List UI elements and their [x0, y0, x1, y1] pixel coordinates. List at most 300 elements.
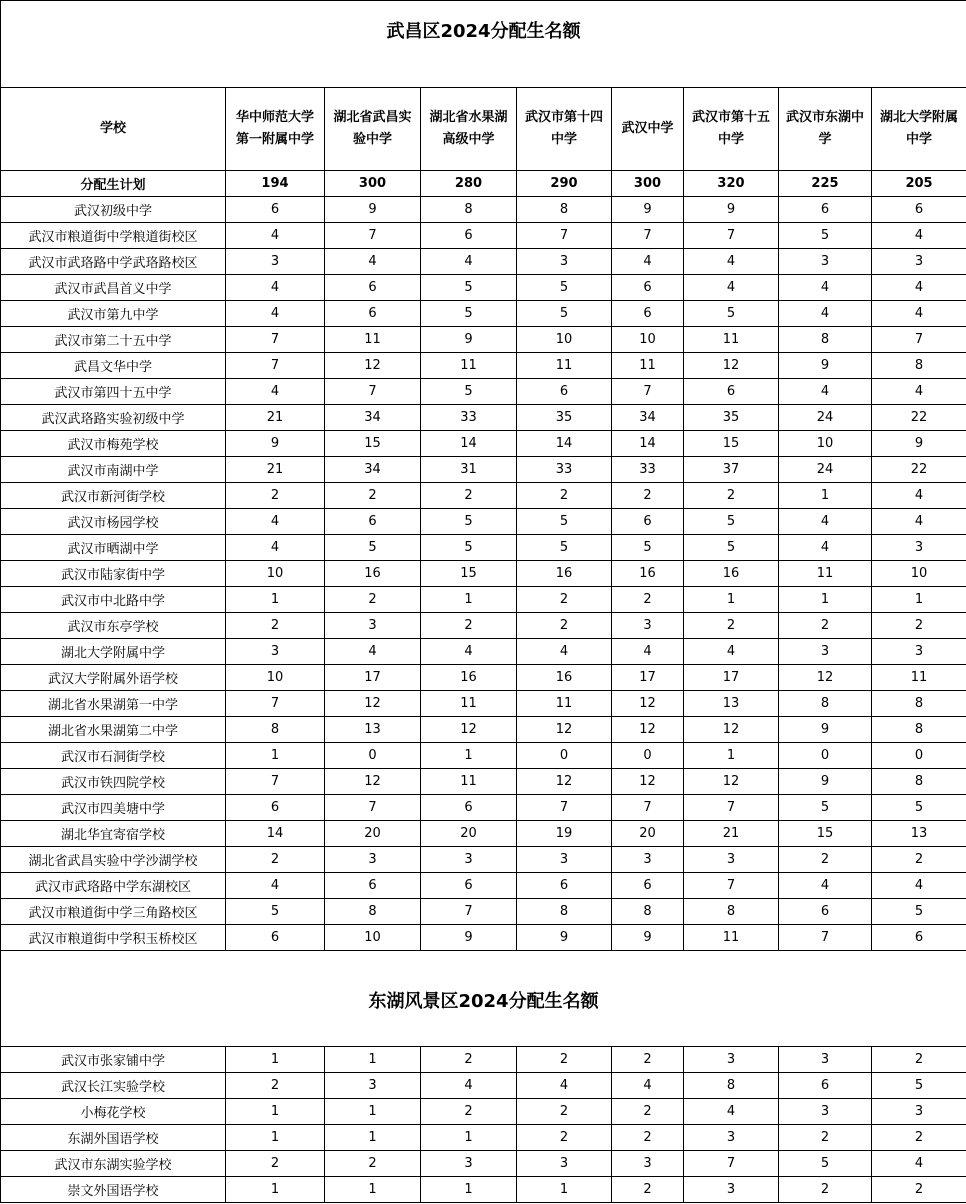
quota-value: 16 [684, 561, 779, 587]
school-name: 武汉市第九中学 [1, 301, 226, 327]
quota-value: 4 [421, 249, 517, 275]
quota-value: 8 [226, 717, 325, 743]
quota-value: 20 [612, 821, 684, 847]
quota-value: 6 [684, 379, 779, 405]
quota-value: 5 [684, 301, 779, 327]
quota-value: 7 [325, 379, 421, 405]
quota-value: 6 [612, 275, 684, 301]
quota-value: 15 [779, 821, 872, 847]
quota-value: 15 [325, 431, 421, 457]
quota-value: 9 [779, 769, 872, 795]
quota-value: 21 [226, 405, 325, 431]
quota-value: 6 [779, 197, 872, 223]
quota-value: 9 [421, 327, 517, 353]
quota-value: 4 [872, 275, 966, 301]
table-row [1, 639, 966, 665]
quota-value: 7 [421, 899, 517, 925]
quota-value: 2 [226, 847, 325, 873]
column-header: 湖北省武昌实验中学 [325, 88, 421, 171]
quota-value: 1 [779, 587, 872, 613]
quota-value: 5 [779, 1151, 872, 1177]
section-title-cell [1, 1, 966, 88]
quota-value: 11 [421, 769, 517, 795]
quota-value: 2 [517, 1047, 612, 1073]
quota-value: 2 [612, 1177, 684, 1203]
school-name: 武汉市杨园学校 [1, 509, 226, 535]
quota-value: 12 [684, 769, 779, 795]
quota-value: 1 [517, 1177, 612, 1203]
quota-value: 7 [612, 223, 684, 249]
quota-value: 2 [517, 587, 612, 613]
quota-value: 9 [612, 197, 684, 223]
school-name: 武汉市武珞路中学东湖校区 [1, 873, 226, 899]
quota-value: 3 [612, 613, 684, 639]
column-header: 武汉中学 [612, 88, 684, 171]
quota-value: 12 [517, 717, 612, 743]
column-header: 湖北省水果湖高级中学 [421, 88, 517, 171]
quota-value: 1 [226, 1047, 325, 1073]
table-row [1, 483, 966, 509]
quota-value: 11 [421, 353, 517, 379]
quota-value: 34 [325, 405, 421, 431]
quota-value: 4 [684, 1099, 779, 1125]
quota-value: 2 [325, 587, 421, 613]
quota-value: 1 [325, 1047, 421, 1073]
quota-value: 1 [421, 587, 517, 613]
quota-value: 10 [226, 665, 325, 691]
quota-value: 11 [421, 691, 517, 717]
quota-value: 1 [226, 587, 325, 613]
quota-value: 11 [325, 327, 421, 353]
quota-value: 9 [421, 925, 517, 951]
quota-value: 8 [517, 899, 612, 925]
quota-value: 14 [421, 431, 517, 457]
quota-value: 2 [226, 483, 325, 509]
quota-value: 4 [612, 1073, 684, 1099]
quota-value: 2 [325, 483, 421, 509]
quota-value: 2 [872, 1177, 966, 1203]
quota-value: 5 [226, 899, 325, 925]
quota-value: 5 [872, 1073, 966, 1099]
quota-value: 2 [779, 613, 872, 639]
quota-value: 2 [325, 1151, 421, 1177]
quota-value: 2 [779, 1177, 872, 1203]
school-name: 武汉市新河街学校 [1, 483, 226, 509]
school-name: 武汉市第二十五中学 [1, 327, 226, 353]
quota-value: 6 [226, 197, 325, 223]
school-name: 湖北省武昌实验中学沙湖学校 [1, 847, 226, 873]
quota-value: 11 [684, 327, 779, 353]
quota-value: 0 [612, 743, 684, 769]
plan-row [1, 171, 966, 197]
quota-value: 4 [684, 639, 779, 665]
school-name: 武汉市东亭学校 [1, 613, 226, 639]
quota-value: 4 [872, 483, 966, 509]
quota-value: 7 [325, 223, 421, 249]
school-name: 武汉市中北路中学 [1, 587, 226, 613]
quota-value: 7 [517, 223, 612, 249]
quota-value: 5 [517, 535, 612, 561]
quota-value: 7 [684, 223, 779, 249]
quota-value: 2 [684, 483, 779, 509]
quota-value: 9 [226, 431, 325, 457]
quota-value: 7 [325, 795, 421, 821]
quota-value: 12 [612, 769, 684, 795]
quota-value: 16 [325, 561, 421, 587]
quota-value: 3 [421, 847, 517, 873]
quota-value: 4 [872, 1151, 966, 1177]
quota-value: 8 [779, 691, 872, 717]
quota-value: 7 [684, 795, 779, 821]
table-row [1, 509, 966, 535]
quota-value: 9 [779, 717, 872, 743]
school-name: 武汉市武昌首义中学 [1, 275, 226, 301]
table-row [1, 1125, 966, 1151]
quota-value: 4 [226, 379, 325, 405]
school-name: 武汉市东湖实验学校 [1, 1151, 226, 1177]
quota-value: 3 [517, 847, 612, 873]
school-name: 武汉市晒湖中学 [1, 535, 226, 561]
quota-value: 4 [421, 639, 517, 665]
school-column-header: 学校 [1, 88, 226, 171]
quota-value: 2 [421, 613, 517, 639]
table-row [1, 1099, 966, 1125]
quota-value: 34 [612, 405, 684, 431]
table-row [1, 1047, 966, 1073]
table-row [1, 847, 966, 873]
table-row [1, 353, 966, 379]
quota-value: 8 [517, 197, 612, 223]
quota-value: 7 [779, 925, 872, 951]
quota-value: 7 [684, 1151, 779, 1177]
table-row [1, 1151, 966, 1177]
table-row [1, 717, 966, 743]
quota-value: 14 [226, 821, 325, 847]
quota-value: 11 [517, 691, 612, 717]
section-title-row [1, 951, 966, 1047]
quota-value: 13 [872, 821, 966, 847]
quota-value: 5 [517, 301, 612, 327]
quota-value: 3 [684, 847, 779, 873]
school-name: 武汉长江实验学校 [1, 1073, 226, 1099]
quota-value: 33 [612, 457, 684, 483]
quota-value: 12 [684, 717, 779, 743]
table-row [1, 743, 966, 769]
quota-value: 3 [612, 1151, 684, 1177]
quota-value: 8 [325, 899, 421, 925]
quota-value: 1 [421, 1177, 517, 1203]
quota-value: 16 [612, 561, 684, 587]
quota-value: 2 [421, 1047, 517, 1073]
quota-value: 5 [872, 795, 966, 821]
quota-value: 5 [684, 509, 779, 535]
quota-value: 3 [872, 639, 966, 665]
quota-value: 5 [779, 795, 872, 821]
quota-value: 1 [325, 1177, 421, 1203]
quota-value: 10 [226, 561, 325, 587]
quota-value: 11 [872, 665, 966, 691]
column-header-row [1, 88, 966, 171]
quota-value: 8 [684, 1073, 779, 1099]
quota-value: 6 [325, 301, 421, 327]
quota-value: 8 [872, 769, 966, 795]
quota-value: 14 [517, 431, 612, 457]
quota-value: 5 [517, 275, 612, 301]
table-row [1, 535, 966, 561]
quota-value: 7 [517, 795, 612, 821]
quota-value: 7 [872, 327, 966, 353]
quota-value: 3 [684, 1177, 779, 1203]
table-row [1, 873, 966, 899]
quota-value: 7 [226, 769, 325, 795]
quota-value: 1 [684, 587, 779, 613]
school-name: 武汉市粮道街中学三角路校区 [1, 899, 226, 925]
quota-value: 3 [325, 847, 421, 873]
quota-value: 3 [226, 249, 325, 275]
quota-value: 3 [421, 1151, 517, 1177]
quota-value: 8 [872, 717, 966, 743]
quota-value: 8 [612, 899, 684, 925]
quota-value: 17 [684, 665, 779, 691]
table-row [1, 223, 966, 249]
donghu-title: 东湖风景区2024分配生名额 [368, 990, 599, 1012]
quota-value: 3 [779, 1047, 872, 1073]
table-row [1, 405, 966, 431]
quota-value: 1 [226, 1177, 325, 1203]
school-name: 武汉大学附属外语学校 [1, 665, 226, 691]
quota-value: 4 [325, 639, 421, 665]
quota-value: 4 [872, 509, 966, 535]
school-name: 东湖外国语学校 [1, 1125, 226, 1151]
quota-value: 6 [325, 275, 421, 301]
quota-value: 4 [779, 301, 872, 327]
quota-value: 14 [612, 431, 684, 457]
table-row [1, 925, 966, 951]
quota-value: 2 [872, 847, 966, 873]
quota-value: 10 [872, 561, 966, 587]
quota-value: 1 [226, 1099, 325, 1125]
quota-value: 20 [421, 821, 517, 847]
quota-value: 2 [684, 613, 779, 639]
quota-value: 1 [684, 743, 779, 769]
quota-value: 1 [421, 743, 517, 769]
quota-value: 12 [421, 717, 517, 743]
quota-value: 12 [325, 769, 421, 795]
quota-value: 19 [517, 821, 612, 847]
quota-value: 5 [421, 509, 517, 535]
quota-value: 3 [226, 639, 325, 665]
school-name: 武汉市四美塘中学 [1, 795, 226, 821]
quota-value: 12 [325, 691, 421, 717]
table-row [1, 457, 966, 483]
quota-value: 2 [779, 847, 872, 873]
quota-value: 22 [872, 457, 966, 483]
quota-value: 4 [517, 1073, 612, 1099]
quota-value: 4 [325, 249, 421, 275]
quota-value: 10 [612, 327, 684, 353]
quota-value: 2 [226, 613, 325, 639]
quota-value: 4 [779, 379, 872, 405]
table-row [1, 899, 966, 925]
quota-value: 2 [779, 1125, 872, 1151]
quota-value: 1 [779, 483, 872, 509]
quota-value: 10 [779, 431, 872, 457]
quota-value: 5 [872, 899, 966, 925]
quota-value: 4 [684, 249, 779, 275]
school-name: 武汉市陆家街中学 [1, 561, 226, 587]
quota-value: 6 [421, 795, 517, 821]
quota-value: 12 [612, 691, 684, 717]
quota-value: 1 [421, 1125, 517, 1151]
school-name: 湖北华宜寄宿学校 [1, 821, 226, 847]
school-name: 武汉武珞路实验初级中学 [1, 405, 226, 431]
quota-value: 3 [612, 847, 684, 873]
quota-value: 4 [872, 223, 966, 249]
quota-value: 10 [517, 327, 612, 353]
quota-value: 3 [779, 249, 872, 275]
quota-value: 2 [226, 1073, 325, 1099]
school-name: 武汉市粮道街中学粮道街校区 [1, 223, 226, 249]
quota-value: 3 [779, 1099, 872, 1125]
quota-value: 11 [612, 353, 684, 379]
quota-value: 2 [612, 587, 684, 613]
quota-value: 15 [684, 431, 779, 457]
school-name: 湖北省水果湖第二中学 [1, 717, 226, 743]
quota-value: 5 [421, 379, 517, 405]
quota-value: 4 [779, 535, 872, 561]
quota-value: 1 [325, 1125, 421, 1151]
quota-value: 6 [421, 873, 517, 899]
quota-value: 13 [325, 717, 421, 743]
quota-value: 2 [612, 1099, 684, 1125]
quota-value: 3 [872, 535, 966, 561]
table-row [1, 795, 966, 821]
quota-value: 33 [517, 457, 612, 483]
table-row [1, 665, 966, 691]
plan-value: 280 [421, 171, 517, 197]
quota-value: 15 [421, 561, 517, 587]
table-row [1, 249, 966, 275]
quota-value: 4 [226, 275, 325, 301]
table-row [1, 327, 966, 353]
school-name: 武昌文华中学 [1, 353, 226, 379]
quota-value: 24 [779, 405, 872, 431]
quota-value: 3 [325, 1073, 421, 1099]
plan-value: 205 [872, 171, 966, 197]
table-row [1, 301, 966, 327]
quota-value: 11 [779, 561, 872, 587]
quota-value: 2 [517, 1125, 612, 1151]
quota-value: 5 [421, 275, 517, 301]
quota-value: 2 [226, 1151, 325, 1177]
quota-value: 7 [684, 873, 779, 899]
quota-value: 9 [872, 431, 966, 457]
school-name: 小梅花学校 [1, 1099, 226, 1125]
quota-value: 11 [517, 353, 612, 379]
quota-value: 17 [612, 665, 684, 691]
quota-value: 10 [325, 925, 421, 951]
quota-value: 8 [872, 691, 966, 717]
school-name: 武汉市张家铺中学 [1, 1047, 226, 1073]
quota-value: 24 [779, 457, 872, 483]
quota-value: 6 [612, 873, 684, 899]
quota-value: 8 [779, 327, 872, 353]
quota-value: 35 [517, 405, 612, 431]
quota-value: 35 [684, 405, 779, 431]
quota-value: 4 [226, 509, 325, 535]
table-row [1, 587, 966, 613]
quota-value: 9 [684, 197, 779, 223]
quota-value: 6 [517, 873, 612, 899]
quota-value: 31 [421, 457, 517, 483]
quota-value: 22 [872, 405, 966, 431]
quota-value: 3 [779, 639, 872, 665]
quota-value: 16 [421, 665, 517, 691]
school-name: 武汉市粮道街中学积玉桥校区 [1, 925, 226, 951]
school-name: 武汉初级中学 [1, 197, 226, 223]
plan-value: 300 [612, 171, 684, 197]
quota-value: 5 [612, 535, 684, 561]
quota-value: 4 [779, 873, 872, 899]
school-name: 武汉市南湖中学 [1, 457, 226, 483]
quota-value: 3 [684, 1125, 779, 1151]
column-header: 湖北大学附属中学 [872, 88, 966, 171]
quota-value: 6 [517, 379, 612, 405]
quota-value: 2 [517, 483, 612, 509]
quota-value: 1 [226, 743, 325, 769]
quota-value: 37 [684, 457, 779, 483]
quota-value: 17 [325, 665, 421, 691]
quota-value: 9 [779, 353, 872, 379]
quota-value: 4 [872, 873, 966, 899]
section-title-cell [1, 951, 966, 1047]
quota-value: 34 [325, 457, 421, 483]
quota-value: 16 [517, 665, 612, 691]
quota-value: 1 [226, 1125, 325, 1151]
quota-value: 3 [872, 249, 966, 275]
quota-value: 8 [872, 353, 966, 379]
quota-value: 4 [872, 301, 966, 327]
quota-value: 12 [325, 353, 421, 379]
quota-value: 3 [872, 1099, 966, 1125]
quota-value: 12 [684, 353, 779, 379]
quota-value: 4 [517, 639, 612, 665]
quota-value: 3 [517, 249, 612, 275]
quota-value: 20 [325, 821, 421, 847]
quota-value: 5 [684, 535, 779, 561]
quota-value: 7 [612, 379, 684, 405]
plan-value: 290 [517, 171, 612, 197]
school-name: 武汉市武珞路中学武珞路校区 [1, 249, 226, 275]
quota-value: 7 [226, 327, 325, 353]
quota-value: 9 [612, 925, 684, 951]
quota-value: 8 [684, 899, 779, 925]
table-row [1, 691, 966, 717]
quota-value: 6 [325, 509, 421, 535]
quota-value: 1 [325, 1099, 421, 1125]
school-name: 武汉市梅苑学校 [1, 431, 226, 457]
quota-value: 12 [779, 665, 872, 691]
quota-value: 4 [612, 249, 684, 275]
quota-value: 2 [517, 1099, 612, 1125]
table-row [1, 613, 966, 639]
quota-value: 4 [779, 275, 872, 301]
quota-value: 12 [612, 717, 684, 743]
quota-value: 6 [226, 795, 325, 821]
quota-value: 21 [684, 821, 779, 847]
plan-value: 320 [684, 171, 779, 197]
quota-value: 5 [421, 301, 517, 327]
